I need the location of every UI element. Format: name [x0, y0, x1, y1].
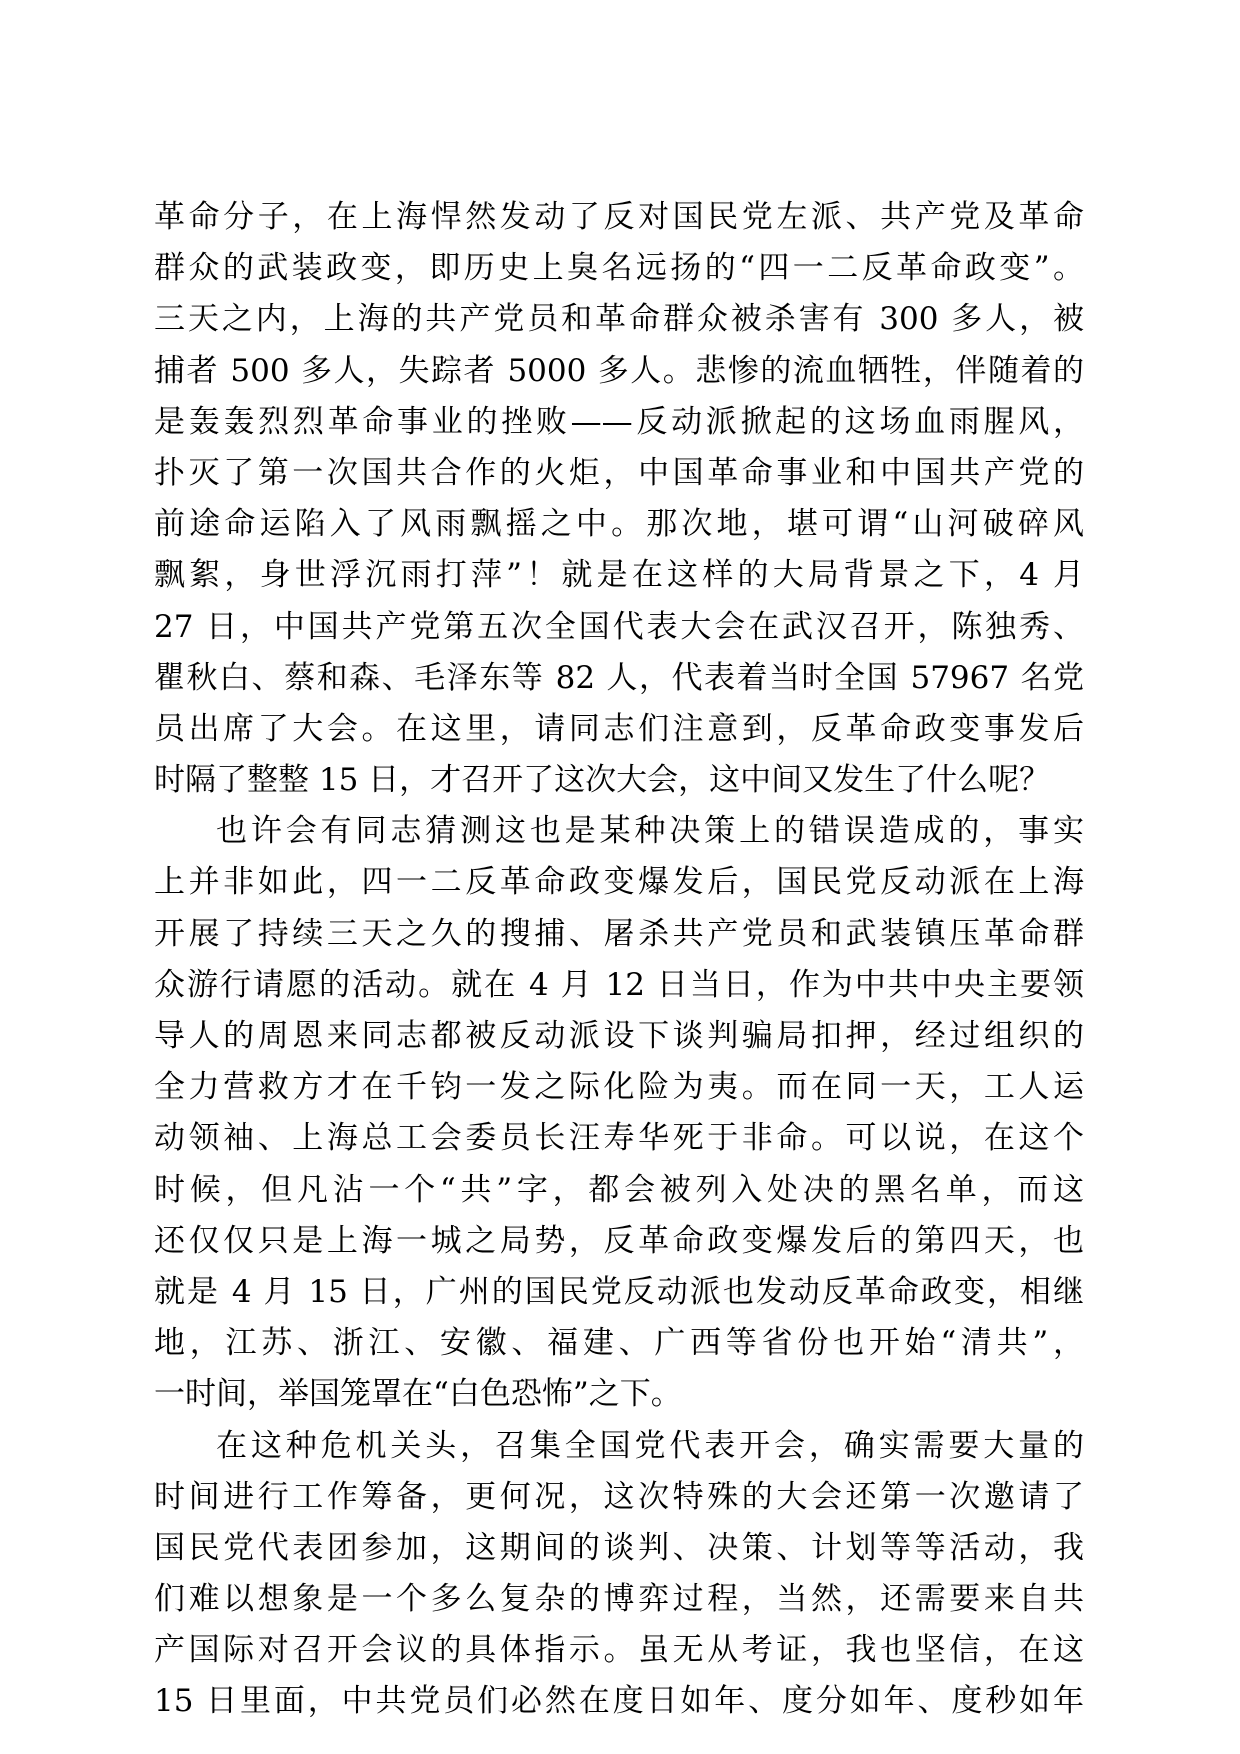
- text-line: 一时间，举国笼罩在“白色恐怖”之下。: [154, 1376, 682, 1413]
- text-line: 革命分子，在上海悍然发动了反对国民党左派、共产党及革命: [154, 199, 1084, 235]
- text-line: 前途命运陷入了风雨飘摇之中。那次地，堪可谓“山河破碎风: [154, 506, 1084, 543]
- text-line: 动领袖、上海总工会委员长汪寿华死于非命。可以说，在这个: [154, 1120, 1084, 1157]
- text-line: 飘絮，身世浮沉雨打萍”！就是在这样的大局背景之下，4 月: [154, 557, 1084, 594]
- text-line: 扑灭了第一次国共合作的火炬，中国革命事业和中国共产党的: [154, 454, 1084, 491]
- text-line: 们难以想象是一个多么复杂的博弈过程，当然，还需要来自共: [154, 1581, 1084, 1618]
- text-line: 三天之内，上海的共产党员和革命群众被杀害有 300 多人，被: [154, 301, 1084, 338]
- text-line: 瞿秋白、蔡和森、毛泽东等 82 人，代表着当时全国 57967 名党: [154, 659, 1084, 696]
- body-text: [154, 192, 1084, 1728]
- text-line: 国民党代表团参加，这期间的谈判、决策、计划等等活动，我: [154, 1529, 1084, 1566]
- text-line: 群众的武装政变，即历史上臭名远扬的“四一二反革命政变”。: [154, 250, 1084, 287]
- text-line: 时候，但凡沾一个“共”字，都会被列入处决的黑名单，而这: [154, 1171, 1084, 1208]
- text-line: 产国际对召开会议的具体指示。虽无从考证，我也坚信，在这: [154, 1632, 1084, 1669]
- text-line: 时间进行工作筹备，更何况，这次特殊的大会还第一次邀请了: [154, 1478, 1084, 1515]
- text-line: 员出席了大会。在这里，请同志们注意到，反革命政变事发后: [154, 710, 1084, 747]
- text-line: 就是 4 月 15 日，广州的国民党反动派也发动反革命政变，相继: [154, 1273, 1084, 1310]
- text-line: 27 日，中国共产党第五次全国代表大会在武汉召开，陈独秀、: [154, 608, 1084, 645]
- text-line: 上并非如此，四一二反革命政变爆发后，国民党反动派在上海: [154, 864, 1084, 901]
- paragraph-start-line: 也许会有同志猜测这也是某种决策上的错误造成的，事实: [216, 813, 1084, 850]
- text-line: 还仅仅只是上海一城之局势，反革命政变爆发后的第四天，也: [154, 1222, 1084, 1259]
- text-line: 地，江苏、浙江、安徽、福建、广西等省份也开始“清共”，: [154, 1325, 1084, 1362]
- text-line: 是轰轰烈烈革命事业的挫败——反动派掀起的这场血雨腥风，: [154, 403, 1084, 440]
- text-line: 开展了持续三天之久的搜捕、屠杀共产党员和武装镇压革命群: [154, 915, 1084, 952]
- text-line: 众游行请愿的活动。就在 4 月 12 日当日，作为中共中央主要领: [154, 966, 1084, 1003]
- text-line: 15 日里面，中共党员们必然在度日如年、度分如年、度秒如年: [154, 1683, 1084, 1720]
- text-line: 导人的周恩来同志都被反动派设下谈判骗局扣押，经过组织的: [154, 1018, 1084, 1054]
- text-line: 全力营救方才在千钧一发之际化险为夷。而在同一天，工人运: [154, 1069, 1084, 1106]
- text-line: 时隔了整整 15 日，才召开了这次大会，这中间又发生了什么呢？: [154, 762, 1051, 799]
- paragraph-start-line: 在这种危机关头，召集全国党代表开会，确实需要大量的: [216, 1427, 1084, 1464]
- text-line: 捕者 500 多人，失踪者 5000 多人。悲惨的流血牺牲，伴随着的: [154, 352, 1084, 389]
